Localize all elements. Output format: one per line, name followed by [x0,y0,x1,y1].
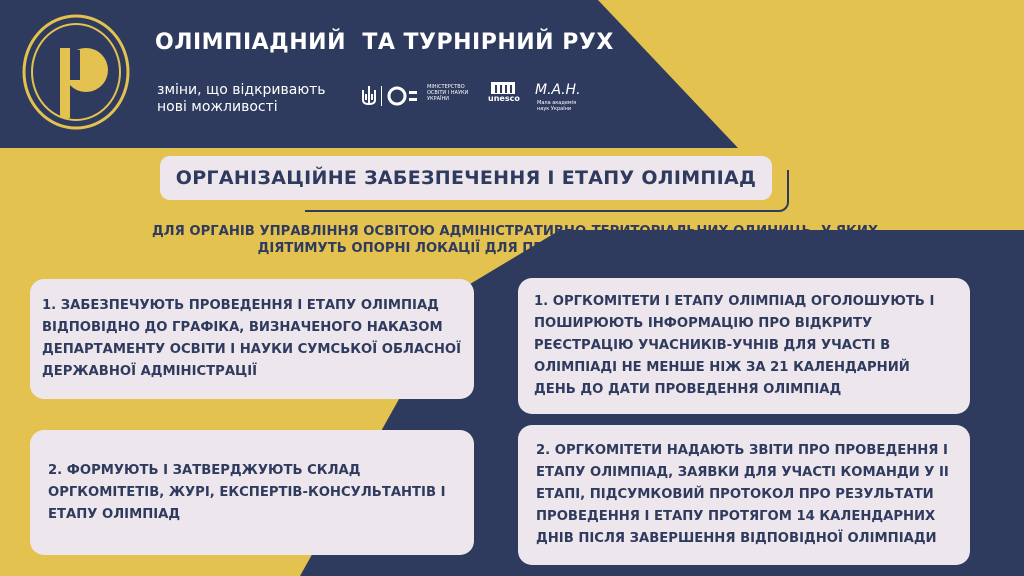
ministry-text [427,84,468,102]
divider [381,86,382,106]
subheading [120,223,910,257]
subheading-line1: ДЛЯ ОРГАНІВ УПРАВЛІННЯ ОСВІТОЮ АДМІНІСТРАТИВНО-ТЕРИТОРІАЛЬНИХ ОДИНИЦЬ, У ЯКИХ [151,224,879,239]
card-left-1-text: 1. ЗАБЕЗПЕЧУЮТЬ ПРОВЕДЕННЯ І ЕТАПУ ОЛІМПІАД ВІДПОВІДНО ДО ГРАФІКА, ВИЗНАЧЕНОГО НАКАЗОМ ДЕПАРТАМЕНТУ ОСВІТИ І НАУКИ СУМСЬКОЇ ОБЛАСНОЇ ДЕРЖАВНОЇ АДМІНІСТРАЦІЇ [42,298,462,379]
header-subtitle-line2: нові можливості [157,99,278,115]
man-sub2: наук України [537,106,572,112]
man-sub1: Мала академія [537,100,577,106]
ministry-line1: МІНІСТЕРСТВО [427,84,465,90]
man-text: М.А.Н. [535,82,581,98]
card-right-1-text: 1. ОРГКОМІТЕТИ І ЕТАПУ ОЛІМПІАД ОГОЛОШУЮТЬ І ПОШИРЮЮТЬ ІНФОРМАЦІЮ ПРО ВІДКРИТУ РЕЄСТРАЦІЮ УЧАСНИКІВ-УЧНІВ ДЛЯ УЧАСТІ В ОЛІМПІАДІ НЕ МЕНШЕ НІЖ ЗА 21 КАЛЕНДАРНИЙ ДЕНЬ ДО ДАТИ ПРОВЕДЕННЯ ОЛІМПІАД [534,294,935,397]
page-title: ОРГАНІЗАЦІЙНЕ ЗАБЕЗПЕЧЕННЯ І ЕТАПУ ОЛІМПІАД [160,156,772,200]
card-left-1 [30,279,474,399]
man-subtext [537,100,576,112]
olympiad-logo [20,12,135,134]
card-right-1 [518,278,970,414]
header-subtitle [157,82,326,116]
card-right-2-text: 2. ОРГКОМІТЕТИ НАДАЮТЬ ЗВІТИ ПРО ПРОВЕДЕННЯ І ЕТАПУ ОЛІМПІАД, ЗАЯВКИ ДЛЯ УЧАСТІ КОМАНДИ У ІІ ЕТАПІ, ПІДСУМКОВИЙ ПРОТОКОЛ ПРО РЕЗУЛЬТАТИ ПРОВЕДЕННЯ І ЕТАПУ ПРОТЯГОМ 14 КАЛЕНДАРНИХ ДНІВ ПІСЛЯ ЗАВЕРШЕННЯ ВІДПОВІДНОЇ ОЛІМПІАДИ [536,443,949,546]
partner-logos [355,80,605,120]
header-title: ОЛІМПІАДНИЙ ТА ТУРНІРНИЙ РУХ [155,30,614,55]
card-left-2 [30,430,474,555]
card-right-2 [518,425,970,565]
subheading-line2: ДІЯТИМУТЬ ОПОРНІ ЛОКАЦІЇ ДЛЯ ПРОВЕДЕННЯ І ЕТАПУ ОЛІМПІАД [257,241,773,256]
unesco-text: unesco [488,94,520,103]
ministry-logo-icon [387,86,427,106]
header-subtitle-line1: зміни, що відкривають [157,82,326,98]
ministry-line3: УКРАЇНИ [427,96,450,102]
card-left-2-text: 2. ФОРМУЮТЬ І ЗАТВЕРДЖУЮТЬ СКЛАД ОРГКОМІТЕТІВ, ЖУРІ, ЕКСПЕРТІВ-КОНСУЛЬТАНТІВ І ЕТАПУ ОЛІМПІАД [48,462,446,522]
trident-icon [360,84,378,108]
ministry-line2: ОСВІТИ І НАУКИ [427,90,469,96]
